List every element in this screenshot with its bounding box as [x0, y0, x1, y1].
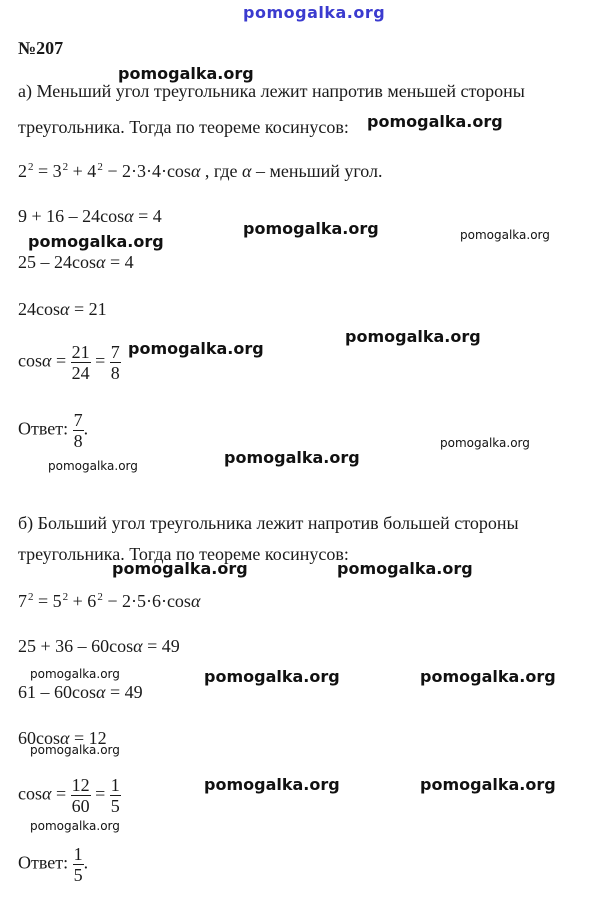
- watermark: pomogalka.org: [48, 459, 138, 473]
- watermark: pomogalka.org: [367, 112, 503, 131]
- watermark: pomogalka.org: [345, 327, 481, 346]
- part-b-answer: Ответ: $\frac{1}{5}$ .: [18, 844, 89, 885]
- part-a-line1: а) Меньший угол треугольника лежит напротив меньшей стороны: [18, 81, 525, 101]
- part-a-eq3: 25 – 24cosα = 4: [18, 252, 134, 272]
- part-a-line2: треугольника. Тогда по теореме косинусов:: [18, 117, 349, 137]
- part-a-cosine-law: $2^2 = 3^2 + 4^2 - 2\cdot 3\cdot 4\cdot\cos\alpha$ , где α – меньший угол.: [18, 161, 383, 181]
- part-b-line2: треугольника. Тогда по теореме косинусов:: [18, 544, 349, 564]
- part-a-eq5: cosα = $\frac{21}{24}$ = $\frac{7}{8}$: [18, 342, 120, 383]
- part-b-cosine-law: $7^2 = 5^2 + 6^2 - 2\cdot 5\cdot 6\cdot\cos\alpha$: [18, 591, 201, 611]
- fraction: $\frac{7}{8}$: [110, 342, 120, 383]
- part-b-line1: б) Больший угол треугольника лежит напротив большей стороны: [18, 513, 519, 533]
- part-b-eq4: 60cosα = 12: [18, 728, 107, 748]
- watermark: pomogalka.org: [30, 819, 120, 833]
- fraction: $\frac{1}{5}$: [73, 844, 83, 885]
- part-b-eq3: 61 – 60cosα = 49: [18, 682, 143, 702]
- watermark: pomogalka.org: [440, 436, 530, 450]
- watermark: pomogalka.org: [30, 667, 120, 681]
- watermark: pomogalka.org: [118, 64, 254, 83]
- watermark: pomogalka.org: [420, 667, 556, 686]
- watermark: pomogalka.org: [128, 339, 264, 358]
- site-header-watermark: pomogalka.org: [243, 3, 386, 22]
- part-a-eq2: 9 + 16 – 24cosα = 4: [18, 206, 162, 226]
- watermark: pomogalka.org: [243, 219, 379, 238]
- watermark: pomogalka.org: [112, 559, 248, 578]
- fraction: $\frac{1}{5}$: [110, 775, 120, 816]
- watermark: pomogalka.org: [460, 228, 550, 242]
- part-b-eq5: cosα = $\frac{12}{60}$ = $\frac{1}{5}$: [18, 775, 120, 816]
- watermark: pomogalka.org: [337, 559, 473, 578]
- part-b-eq2: 25 + 36 – 60cosα = 49: [18, 636, 180, 656]
- watermark: pomogalka.org: [204, 775, 340, 794]
- watermark: pomogalka.org: [420, 775, 556, 794]
- part-a-eq4: 24cosα = 21: [18, 299, 107, 319]
- watermark: pomogalka.org: [204, 667, 340, 686]
- part-a-answer: Ответ: $\frac{7}{8}$ .: [18, 410, 89, 451]
- problem-number: №207: [18, 38, 64, 58]
- fraction: $\frac{7}{8}$: [73, 410, 83, 451]
- fraction: $\frac{12}{60}$: [71, 775, 90, 816]
- watermark: pomogalka.org: [28, 232, 164, 251]
- fraction: $\frac{21}{24}$: [71, 342, 90, 383]
- watermark: pomogalka.org: [30, 743, 120, 757]
- watermark: pomogalka.org: [224, 448, 360, 467]
